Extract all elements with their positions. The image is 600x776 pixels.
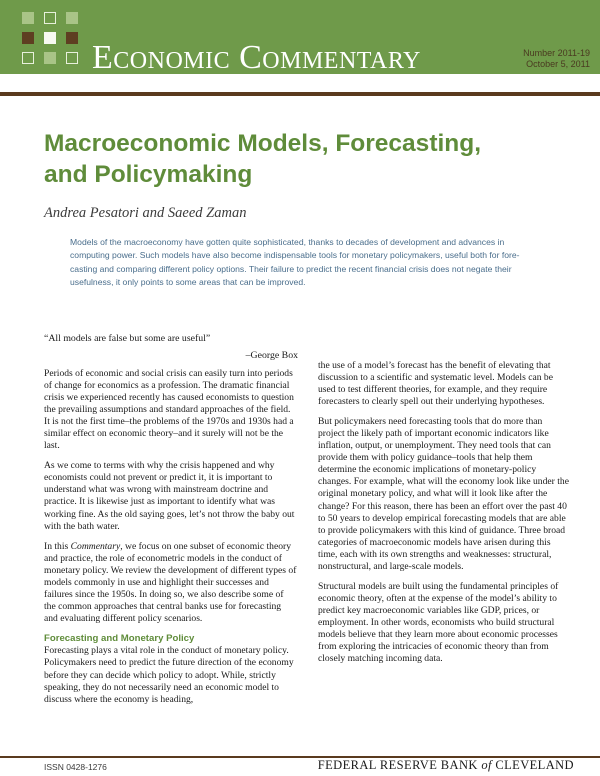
bank-name-city: CLEVELAND	[491, 758, 574, 772]
masthead-banner	[0, 0, 600, 74]
epigraph	[44, 332, 298, 362]
body-column-left	[44, 368, 297, 714]
paragraph-text: , we focus on one subset of economic theory and practice, the role of econometric models in the conduct of monetary policy. We review the development of different types of models commonly in use and highlight their successes and failures since the 1950s. In doing so, we also describe some of the common approaches that central banks use for forecasting and evaluating different policy scenarios.	[44, 540, 297, 624]
paragraph: But policymakers need forecasting tools that do more than project the likely path of important economic indicators like inflation, output, or unemployment. They need tools that can provide them with policy guidance–tools that help them determine the economic implications of monetary-policy changes. For example, what will the economy look like under the original monetary policy, and what will it look like after the change? For this reason, there has been an effort over the past 40 to 50 years to develop empirical forecasting models that are able to provide policymakers with this kind of guidance. Three broad categories of macroeconomic models have arisen during this time, each with its own strengths and weaknesses: structural, nonstructural, and large-scale models.	[318, 416, 569, 572]
paragraph: Forecasting plays a vital role in the conduct of monetary policy. Policymakers need to predict the future direction of the economy before they can decide which policy to adopt. While, strictly speaking, they do not necessarily need an economic model to discuss where the economy is heading,	[44, 645, 294, 705]
issue-number: Number 2011-19	[523, 48, 590, 58]
paragraph: Periods of economic and social crisis can easily turn into periods of change for economics as a profession. The dramatic financial crisis we experienced recently has caused economists to question the prevailing assumptions and standard approaches of the field. It is not the first time–the problems of the 1970s and 1930s had a similar effect on economic theory–and it surely will not be the last.	[44, 368, 294, 452]
paragraph: Structural models are built using the fundamental principles of economic theory, often at the expense of the model’s ability to predict key macroeconomic variables like GDP, prices, or employment. In other words, economists who build structural models believe that they learn more about economic processes from exploring the intricacies of economic theory than from closely matching incoming data.	[318, 580, 559, 665]
issn-number: ISSN 0428-1276	[44, 762, 107, 772]
header-divider	[0, 92, 600, 96]
paragraph: the use of a model’s forecast has the benefit of elevating that discussion to a scientific and systematic level. Models can be used to test different theories, for example, and they require forecasters to clearly spell out their underlying hypotheses.	[318, 360, 553, 408]
paragraph	[44, 541, 297, 625]
epigraph-quote: “All models are false but some are useful”	[44, 333, 211, 344]
paragraph: As we come to terms with why the crisis happened and why economists could not prevent or predict it, it is important to understand what was wrong with mainstream doctrine and practice. It is likewise just as important to identify what was working fine. As the old saying goes, let’s not throw the baby out with the bath water.	[44, 460, 295, 532]
article-authors: Andrea Pesatori and Saeed Zaman	[44, 205, 247, 221]
section-heading: Forecasting and Monetary Policy	[44, 632, 195, 644]
bank-name-prefix: FEDERAL RESERVE BANK	[317, 758, 482, 772]
paragraph-lead: In this	[44, 540, 71, 552]
title-line-2: and Policymaking	[44, 161, 253, 188]
title-line-1: Macroeconomic Models, Forecasting,	[44, 130, 482, 157]
issue-date: October 5, 2011	[526, 59, 590, 69]
body-column-right	[318, 360, 571, 673]
epigraph-attribution: –George Box	[245, 350, 298, 361]
bank-name	[318, 758, 574, 773]
article-abstract: Models of the macroeconomy have gotten quite sophisticated, thanks to decades of development and advances in computing power. Such models have also become indispensable tools for monetary policymakers, useful both for fore-casting and comparing different policy options. Their failure to predict the recent financial crisis does not negate their usefulness, it only points to some areas that can be improved.	[70, 237, 520, 287]
issue-info	[523, 48, 590, 70]
bank-name-of: of	[481, 758, 492, 772]
article-title	[44, 128, 564, 190]
publication-name: Commentary	[70, 540, 121, 552]
publication-title: Economic Commentary	[92, 39, 421, 76]
